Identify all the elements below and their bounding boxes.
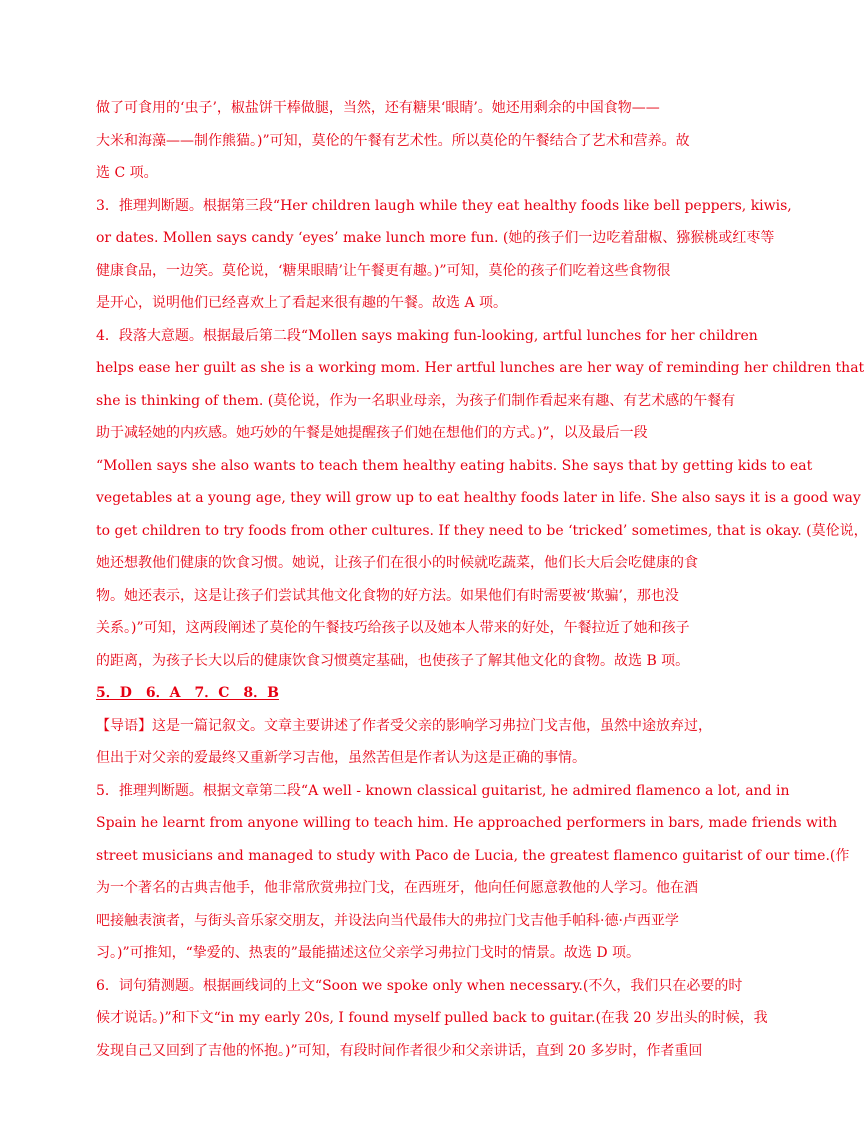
text-line: 习。)”可推知，“挚爱的、热衷的”最能描述这位父亲学习弗拉门戈时的情景。故选 D 项。 [96, 945, 641, 961]
text-line: 3．推理判断题。根据第三段“Her children laugh while they eat healthy foods like bell peppers, kiwis, [96, 197, 792, 214]
text-line: she is thinking of them. (莫伦说，作为一名职业母亲，为孩子们制作看起来有趣、有艺术感的午餐有 [96, 392, 736, 409]
text-line: 吧接触表演者，与街头音乐家交朋友，并设法向当代最伟大的弗拉门戈吉他手帕科·德·卢西亚学 [96, 912, 679, 929]
text-line: street musicians and managed to study with Paco de Lucia, the greatest flamenco guitarist of our time.(作 [96, 847, 850, 864]
text-line: 她还想教他们健康的饮食习惯。她说，让孩子们在很小的时候就吃蔬菜，他们长大后会吃健康的食 [96, 555, 698, 571]
answer-text-page [96, 92, 868, 1067]
text-line: 健康食品，一边笑。莫伦说，‘糖果眼睛’让午餐更有趣。)”可知，莫伦的孩子们吃着这些食物很 [96, 262, 671, 279]
text-line: 但出于对父亲的爱最终又重新学习吉他，虽然苦但是作者认为这是正确的事情。 [96, 750, 586, 766]
text-line: “Mollen says she also wants to teach them healthy eating habits. She says that by getting kids to eat [96, 457, 813, 474]
text-line: Spain he learnt from anyone willing to teach him. He approached performers in bars, made friends with [96, 815, 838, 831]
text-line: 做了可食用的‘虫子’，椒盐饼干棒做腿，当然，还有糖果‘眼睛’。她还用剩余的中国食物—— [96, 100, 660, 116]
answer-key-heading: 5．D 6．A 7．C 8．B [96, 685, 279, 701]
text-line: 的距离，为孩子长大以后的健康饮食习惯奠定基础，也使孩子了解其他文化的食物。故选 B 项。 [96, 652, 690, 669]
text-line: helps ease her guilt as she is a working mom. Her artful lunches are her way of reminding her children that [96, 360, 865, 376]
text-line: 物。她还表示，这是让孩子们尝试其他文化食物的好方法。如果他们有时需要被‘欺骗’，那也没 [96, 587, 679, 604]
text-line: 发现自己又回到了吉他的怀抱。)”可知，有段时间作者很少和父亲讲话，直到 20 多岁时，作者重回 [96, 1042, 703, 1059]
text-line: 为一个著名的古典吉他手，他非常欣赏弗拉门戈，在西班牙，他向任何愿意教他的人学习。他在酒 [96, 880, 698, 896]
text-line: 候才说话。)”和下文“in my early 20s, I found myself pulled back to guitar.(在我 20 岁出头的时候，我 [96, 1010, 768, 1026]
text-line: 是开心，说明他们已经喜欢上了看起来很有趣的午餐。故选 A 项。 [96, 295, 508, 311]
text-line: 6．词句猜测题。根据画线词的上文“Soon we spoke only when necessary.(不久，我们只在必要的时 [96, 977, 743, 994]
text-line: to get children to try foods from other cultures. If they need to be ‘tricked’ sometimes, that is okay. (莫伦说， [96, 522, 868, 539]
text-line: 【导语】这是一篇记叙文。文章主要讲述了作者受父亲的影响学习弗拉门戈吉他，虽然中途放弃过， [96, 717, 712, 734]
text-line: 关系。)”可知，这两段阐述了莫伦的午餐技巧给孩子以及她本人带来的好处，午餐拉近了她和孩子 [96, 620, 690, 636]
text-line: 5．推理判断题。根据文章第二段“A well - known classical guitarist, he admired flamenco a lot, and in [96, 782, 790, 799]
text-line: 助于减轻她的内疚感。她巧妙的午餐是她提醒孩子们她在想他们的方式。)”，以及最后一段 [96, 425, 648, 441]
text-line: or dates. Mollen says candy ‘eyes’ make lunch more fun. (她的孩子们一边吃着甜椒、猕猴桃或红枣等 [96, 230, 775, 246]
text-line: 大米和海藻——制作熊猫。)”可知，莫伦的午餐有艺术性。所以莫伦的午餐结合了艺术和营养。故 [96, 132, 690, 149]
text-line: vegetables at a young age, they will grow up to eat healthy foods later in life. She also says it is a good way [96, 490, 861, 506]
text-line: 4．段落大意题。根据最后第二段“Mollen says making fun-looking, artful lunches for her children [96, 327, 758, 344]
text-line: 选 C 项。 [96, 165, 158, 181]
